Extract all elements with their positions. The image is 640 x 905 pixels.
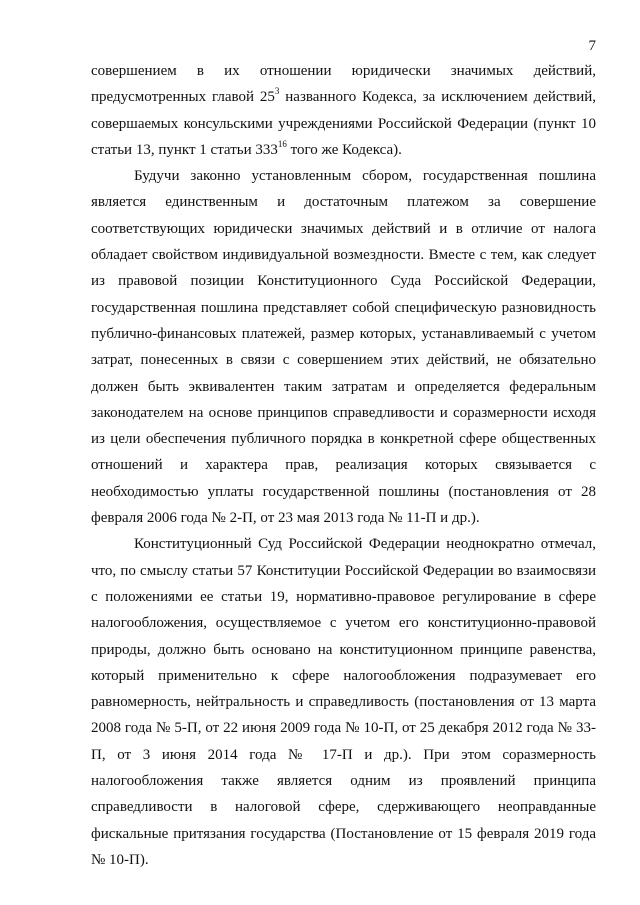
text-line: налогообложения также является одним из проявлений принципа [91,773,596,790]
text-segment: названного Кодекса, за исключением действий, [279,89,596,106]
document-body [91,58,596,873]
text-line: государственная пошлина представляет собой специфическую разновидность [91,299,596,316]
text-line [91,137,596,163]
text-line: является единственным и достаточным платежом за совершение [91,194,596,211]
text-line: должен быть эквивалентен таким затратам и определяется федеральным [91,378,596,395]
text-line: необходимостью уплаты государственной пошлины (постановления от 28 [91,483,596,500]
text-segment: статьи 13, пункт 1 статьи 333 [91,141,278,158]
page-number: 7 [588,38,596,54]
text-line: совершаемых консульскими учреждениями Российской Федерации (пункт 10 [91,115,596,132]
text-line: соответствующих юридически значимых действий и в отличие от налога [91,220,596,237]
text-line: фискальные притязания государства (Постановление от 15 февраля 2019 года [91,825,596,842]
text-line: с положениями ее статьи 19, нормативно-правовое регулирование в сфере [91,588,596,605]
text-segment: предусмотренных главой 25 [91,89,275,106]
text-line: природы, должно быть основано на конституционном принципе равенства, [91,641,596,658]
text-line: Будучи законно установленным сбором, государственная пошлина [134,168,596,185]
text-line: публично-финансовых платежей, размер которых, устанавливаемый с учетом [91,325,596,342]
text-line: совершением в их отношении юридически значимых действий, [91,63,596,79]
text-line [91,84,596,110]
text-line: который применительно к сфере налогообложения подразумевает его [91,667,596,684]
text-line: что, по смыслу статьи 57 Конституции Российской Федерации во взаимосвязи [91,562,596,579]
text-line: затрат, понесенных в связи с совершением этих действий, не обязательно [91,352,596,369]
text-line: из правовой позиции Конституционного Суда Российской Федерации, [91,273,596,290]
paragraph-1 [91,58,596,163]
text-line: законодателем на основе принципов справедливости и соразмерности исходя [91,404,596,421]
superscript: 3 [274,86,280,97]
text-line: № 10-П). [91,851,149,868]
text-line: справедливости в налоговой сфере, сдерживающего неоправданные [91,799,596,816]
paragraph-2 [91,163,596,531]
text-line: налогообложения, осуществляемое с учетом его конституционно-правовой [91,615,596,632]
text-line: февраля 2006 года № 2-П, от 23 мая 2013 года № 11-П и др.). [91,510,480,527]
text-line: из цели обеспечения публичного порядка в конкретной сфере общественных [91,431,596,448]
text-segment: того же Кодекса). [286,141,402,158]
text-line: отношений и характера прав, реализация которых связывается с [91,457,596,474]
text-line: равномерность, нейтральность и справедливость (постановления от 13 марта [91,694,596,711]
text-line: П, от 3 июня 2014 года № 17-П и др.). При этом соразмерность [91,746,596,763]
text-line: 2008 года № 5-П, от 22 июня 2009 года № 10-П, от 25 декабря 2012 года № 33- [91,720,596,737]
superscript: 16 [277,138,287,149]
text-line: обладает свойством индивидуальной возмездности. Вместе с тем, как следует [91,247,596,264]
text-line: Конституционный Суд Российской Федерации неоднократно отмечал, [134,536,596,553]
paragraph-3 [91,531,596,873]
